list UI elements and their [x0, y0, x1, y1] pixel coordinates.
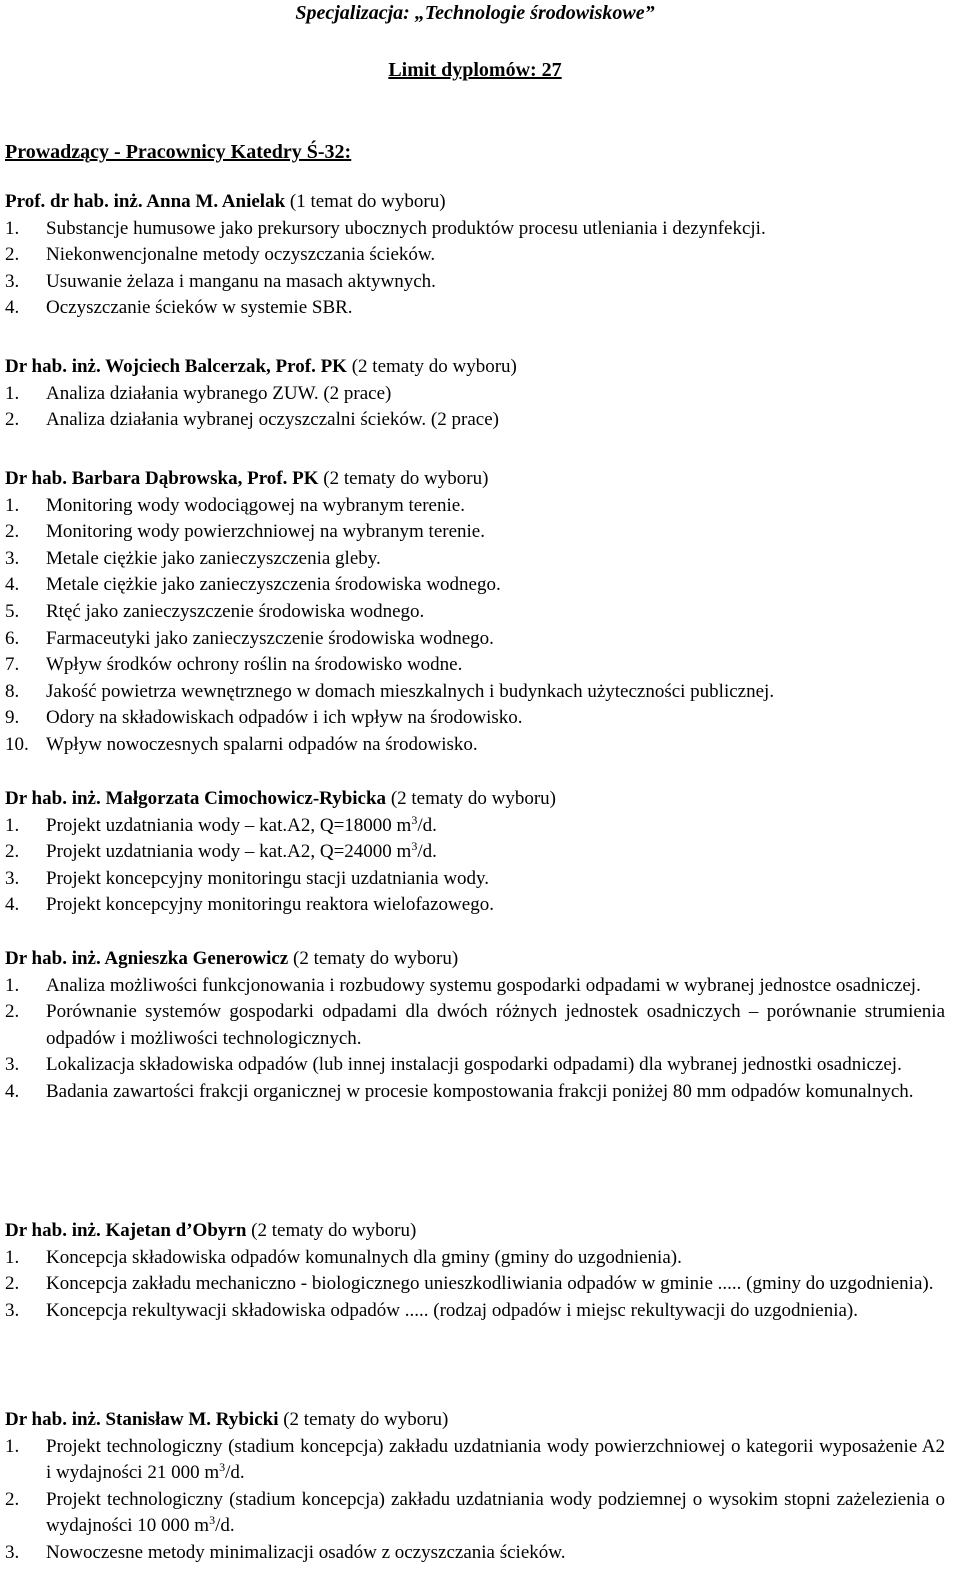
- topic-number: 9.: [5, 707, 20, 729]
- topic-number: 1.: [5, 382, 20, 404]
- supervisor-name: Prof. dr hab. inż. Anna M. Anielak: [5, 191, 286, 212]
- topic-item: [5, 572, 945, 599]
- topic-item: [5, 269, 945, 296]
- topic-item: [5, 407, 945, 434]
- topic-item: [5, 1434, 945, 1487]
- topic-number: 1.: [5, 1435, 20, 1457]
- topic-number: 1.: [5, 814, 20, 836]
- topic-text: Substancje humusowe jako prekursory ubocznych produktów procesu utleniania i dezynfekcji.: [46, 217, 766, 239]
- topic-text: Usuwanie żelaza i manganu na masach aktywnych.: [46, 270, 436, 292]
- topic-count: (2 tematy do wyboru): [346, 356, 517, 377]
- supervisor-line: [5, 189, 945, 216]
- topic-text: Nowoczesne metody minimalizacji osadów z oczyszczania ścieków.: [46, 1541, 566, 1563]
- topic-text-unit: /d.: [417, 814, 437, 836]
- topic-number: 1.: [5, 217, 20, 239]
- topic-item: [5, 1487, 945, 1540]
- topic-number: 3.: [5, 1541, 20, 1563]
- topic-text: Farmaceutyki jako zanieczyszczenie środowiska wodnego.: [46, 627, 494, 649]
- supervisor-section-anielak: [5, 189, 945, 322]
- topic-text: Analiza możliwości funkcjonowania i rozbudowy systemu gospodarki odpadami w wybranej jednostce osadniczej.: [46, 974, 921, 996]
- topic-text: Wpływ środków ochrony roślin na środowisko wodne.: [46, 654, 463, 676]
- topic-item: [5, 866, 945, 893]
- topic-item: [5, 679, 945, 706]
- topic-item: [5, 519, 945, 546]
- topic-item: [5, 1298, 945, 1325]
- topic-number: 4.: [5, 297, 20, 319]
- topic-number: 4.: [5, 1080, 20, 1102]
- supervisor-section-dabrowska: [5, 466, 945, 759]
- superscript: 3: [411, 812, 418, 827]
- topic-item: [5, 1271, 945, 1298]
- topic-text: Niekonwencjonalne metody oczyszczania ścieków.: [46, 244, 436, 266]
- topic-text: Metale ciężkie jako zanieczyszczenia gleby.: [46, 547, 381, 569]
- topic-text: Monitoring wody wodociągowej na wybranym terenie.: [46, 494, 465, 516]
- superscript: 3: [219, 1460, 226, 1475]
- supervisor-name: Dr hab. inż. Kajetan d’Obyrn: [5, 1220, 247, 1241]
- supervisor-section-rybicki: [5, 1407, 945, 1567]
- supervisor-name: Dr hab. inż. Wojciech Balcerzak, Prof. PK: [5, 356, 347, 377]
- topic-text-main: Projekt technologiczny (stadium koncepcja) zakładu uzdatniania wody podziemnej o wysokim stopni zażelezienia o wydajności 10 000 m: [46, 1488, 945, 1537]
- topic-item: [5, 839, 945, 866]
- topic-text: Lokalizacja składowiska odpadów (lub innej instalacji gospodarki odpadami) dla wybranej jednostki osadniczej.: [46, 1054, 902, 1076]
- topic-count: (2 tematy do wyboru): [318, 468, 489, 489]
- supervisor-section-cimochowicz-rybicka: [5, 786, 945, 919]
- topic-item: [5, 705, 945, 732]
- topic-item: [5, 973, 945, 1000]
- topic-item: [5, 1079, 945, 1106]
- topic-number: 2.: [5, 1273, 20, 1295]
- supervisor-line: [5, 946, 945, 973]
- topic-number: 2.: [5, 409, 20, 431]
- topic-text: Koncepcja rekultywacji składowiska odpadów ..... (rodzaj odpadów i miejsc rekultywacji do uzgodnienia).: [46, 1299, 859, 1321]
- topic-item: [5, 652, 945, 679]
- topic-item: [5, 381, 945, 408]
- topic-count: (2 tematy do wyboru): [288, 948, 459, 969]
- topic-number: 8.: [5, 680, 20, 702]
- topic-text-unit: /d.: [417, 841, 437, 863]
- supervisor-line: [5, 786, 945, 813]
- supervisor-line: [5, 1407, 945, 1434]
- topic-item: [5, 626, 945, 653]
- topic-text: [46, 813, 945, 840]
- topic-number: 4.: [5, 574, 20, 596]
- topic-text: [46, 839, 945, 866]
- topic-item: [5, 999, 945, 1052]
- topic-number: 3.: [5, 1299, 20, 1321]
- topic-number: 5.: [5, 600, 20, 622]
- topic-number: 2.: [5, 521, 20, 543]
- topic-text: Wpływ nowoczesnych spalarni odpadów na środowisko.: [46, 733, 478, 755]
- supervisor-line: [5, 354, 945, 381]
- topic-text: Analiza działania wybranej oczyszczalni ścieków. (2 prace): [46, 409, 499, 431]
- supervisor-name: Dr hab. Barbara Dąbrowska, Prof. PK: [5, 468, 319, 489]
- superscript: 3: [209, 1513, 216, 1528]
- topic-number: 1.: [5, 974, 20, 996]
- topic-item: [5, 1540, 945, 1567]
- topic-number: 1.: [5, 1246, 20, 1268]
- topic-number: 2.: [5, 1001, 20, 1023]
- topic-item: [5, 1052, 945, 1079]
- topic-text: Koncepcja składowiska odpadów komunalnych dla gminy (gminy do uzgodnienia).: [46, 1246, 682, 1268]
- topic-text: Projekt koncepcyjny monitoringu reaktora wielofazowego.: [46, 894, 494, 916]
- topic-text: Monitoring wody powierzchniowej na wybranym terenie.: [46, 521, 485, 543]
- supervisor-name: Dr hab. inż. Małgorzata Cimochowicz-Rybicka: [5, 788, 387, 809]
- specialization-title: Specjalizacja: „Technologie środowiskowe”: [295, 2, 655, 24]
- topic-text: Jakość powietrza wewnętrznego w domach mieszkalnych i budynkach użyteczności publicznej.: [46, 680, 775, 702]
- topic-text: Analiza działania wybranego ZUW. (2 prace): [46, 382, 392, 404]
- topic-text-main: Projekt technologiczny (stadium koncepcja) zakładu uzdatniania wody powierzchniowej o kategorii wyposażenie A2 i wydajności 21 000 m: [46, 1435, 945, 1484]
- topic-number: 1.: [5, 494, 20, 516]
- supervisors-heading: Prowadzący - Pracownicy Katedry Ś-32:: [5, 141, 352, 163]
- topic-number: 2.: [5, 1488, 20, 1510]
- supervisor-section-balcerzak: [5, 354, 945, 434]
- topic-text: Koncepcja zakładu mechaniczno - biologicznego unieszkodliwiania odpadów w gminie ..... (gminy do uzgodnienia).: [46, 1273, 934, 1295]
- topic-text: [46, 1434, 945, 1487]
- topic-item: [5, 732, 945, 759]
- topic-number: 3.: [5, 547, 20, 569]
- topic-number: 10.: [5, 733, 29, 755]
- topic-text: Projekt koncepcyjny monitoringu stacji uzdatniania wody.: [46, 867, 490, 889]
- topic-number: 7.: [5, 654, 20, 676]
- topic-number: 2.: [5, 841, 20, 863]
- topic-text-unit: /d.: [225, 1462, 245, 1484]
- topic-item: [5, 813, 945, 840]
- supervisor-line: [5, 466, 945, 493]
- topic-item: [5, 242, 945, 269]
- topic-text: [46, 1487, 945, 1540]
- topic-number: 3.: [5, 1054, 20, 1076]
- topic-text-main: Projekt uzdatniania wody – kat.A2, Q=24000 m: [46, 841, 412, 863]
- supervisor-section-dobyrn: [5, 1218, 945, 1324]
- topic-text: Porównanie systemów gospodarki odpadami dla dwóch różnych jednostek osadniczych – porównanie strumienia odpadów i możliwości technologicznych.: [46, 1001, 945, 1049]
- topic-text: Rtęć jako zanieczyszczenie środowiska wodnego.: [46, 600, 425, 622]
- supervisor-line: [5, 1218, 945, 1245]
- topic-text: Metale ciężkie jako zanieczyszczenia środowiska wodnego.: [46, 574, 501, 596]
- topic-count: (1 temat do wyboru): [285, 191, 446, 212]
- topic-number: 2.: [5, 244, 20, 266]
- topic-text: Oczyszczanie ścieków w systemie SBR.: [46, 297, 353, 319]
- supervisor-name: Dr hab. inż. Stanisław M. Rybicki: [5, 1409, 279, 1430]
- topic-number: 3.: [5, 867, 20, 889]
- topic-item: [5, 216, 945, 243]
- topic-count: (2 tematy do wyboru): [246, 1220, 417, 1241]
- supervisor-section-generowicz: [5, 946, 945, 1106]
- topic-text: Odory na składowiskach odpadów i ich wpływ na środowisko.: [46, 707, 523, 729]
- topic-text-unit: /d.: [215, 1515, 235, 1537]
- topic-item: [5, 599, 945, 626]
- topic-text: Badania zawartości frakcji organicznej w procesie kompostowania frakcji poniżej 80 mm odpadów komunalnych.: [46, 1080, 914, 1102]
- topic-count: (2 tematy do wyboru): [386, 788, 556, 809]
- topic-text-main: Projekt uzdatniania wody – kat.A2, Q=18000 m: [46, 814, 412, 836]
- topic-count: (2 tematy do wyboru): [278, 1409, 449, 1430]
- thesis-limit-title: Limit dyplomów: 27: [388, 59, 562, 81]
- topic-item: [5, 892, 945, 919]
- topic-number: 6.: [5, 627, 20, 649]
- topic-item: [5, 546, 945, 573]
- topic-item: [5, 493, 945, 520]
- topic-item: [5, 295, 945, 322]
- superscript: 3: [411, 839, 418, 854]
- topic-item: [5, 1245, 945, 1272]
- supervisor-name: Dr hab. inż. Agnieszka Generowicz: [5, 948, 289, 969]
- topic-number: 4.: [5, 894, 20, 916]
- topic-number: 3.: [5, 270, 20, 292]
